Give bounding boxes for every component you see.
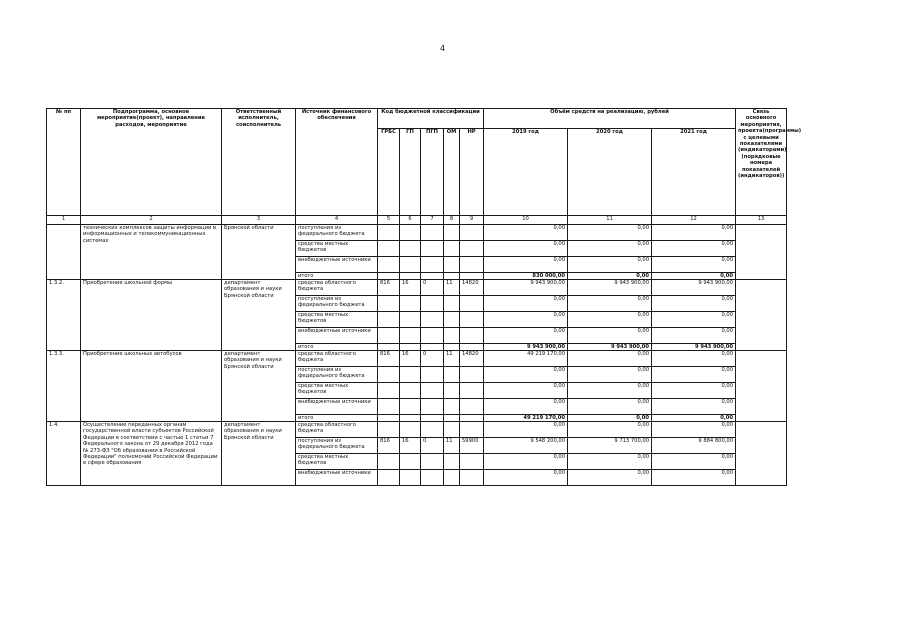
- code-pgp: [421, 367, 444, 383]
- code-grbs: [378, 257, 400, 273]
- total-label: итого: [296, 415, 378, 422]
- total-label: итого: [296, 273, 378, 280]
- total-2020: 0,00: [568, 415, 652, 422]
- column-number: 8: [444, 216, 460, 225]
- code-empty: [400, 273, 421, 280]
- code-grbs: [378, 328, 400, 344]
- header-2019: 2019 год: [484, 129, 568, 216]
- code-grbs: [378, 470, 400, 486]
- code-grbs: [378, 399, 400, 415]
- code-pgp: [421, 257, 444, 273]
- code-empty: [378, 344, 400, 351]
- column-number: 11: [568, 216, 652, 225]
- code-nr: 14820: [460, 351, 484, 367]
- code-empty: [421, 415, 444, 422]
- code-nr: [460, 312, 484, 328]
- funding-source: поступления из федерального бюджета: [296, 296, 378, 312]
- code-nr: [460, 241, 484, 257]
- amount-2020: 0,00: [568, 312, 652, 328]
- header-num: № пп: [47, 109, 81, 216]
- code-empty: [460, 415, 484, 422]
- code-grbs: 816: [378, 351, 400, 367]
- code-om: [444, 257, 460, 273]
- code-om: [444, 454, 460, 470]
- amount-2021: 0,00: [652, 351, 736, 367]
- amount-2020: 0,00: [568, 296, 652, 312]
- item-responsible: департамент образования и науки Брянской области: [222, 280, 296, 351]
- code-empty: [421, 344, 444, 351]
- code-nr: 14820: [460, 280, 484, 296]
- code-grbs: [378, 241, 400, 257]
- code-om: [444, 225, 460, 241]
- code-pgp: [421, 470, 444, 486]
- funding-source: средства местных бюджетов: [296, 241, 378, 257]
- code-om: [444, 328, 460, 344]
- code-empty: [444, 344, 460, 351]
- code-pgp: [421, 328, 444, 344]
- code-gp: [400, 383, 421, 399]
- code-gp: [400, 312, 421, 328]
- code-empty: [378, 415, 400, 422]
- item-responsible: департамент образования и науки Брянской области: [222, 422, 296, 486]
- item-name: Приобретение школьной формы: [81, 280, 222, 351]
- indicator-link: [736, 422, 787, 486]
- code-gp: 16: [400, 280, 421, 296]
- code-nr: [460, 470, 484, 486]
- item-responsible: департамент образования и науки Брянской области: [222, 351, 296, 422]
- amount-2019: 49 219 170,00: [484, 351, 568, 367]
- code-om: [444, 312, 460, 328]
- code-pgp: 0: [421, 351, 444, 367]
- amount-2021: 0,00: [652, 312, 736, 328]
- amount-2021: 0,00: [652, 399, 736, 415]
- column-number: 13: [736, 216, 787, 225]
- amount-2019: 9 548 200,00: [484, 438, 568, 454]
- amount-2019: 0,00: [484, 367, 568, 383]
- code-pgp: [421, 312, 444, 328]
- amount-2020: 0,00: [568, 225, 652, 241]
- page-number: 4: [440, 44, 446, 53]
- item-number: 1.3.2.: [47, 280, 81, 351]
- code-pgp: 0: [421, 438, 444, 454]
- total-2019: 9 943 900,00: [484, 344, 568, 351]
- code-nr: [460, 328, 484, 344]
- amount-2019: 0,00: [484, 241, 568, 257]
- indicator-link: [736, 280, 787, 351]
- amount-2021: 0,00: [652, 328, 736, 344]
- budget-table: [46, 108, 802, 486]
- amount-2021: 9 884 800,00: [652, 438, 736, 454]
- amount-2020: 9 943 900,00: [568, 280, 652, 296]
- code-pgp: [421, 296, 444, 312]
- amount-2021: 0,00: [652, 367, 736, 383]
- column-number: 7: [421, 216, 444, 225]
- item-number: 1.3.3.: [47, 351, 81, 422]
- amount-2020: 0,00: [568, 328, 652, 344]
- column-number: 2: [81, 216, 222, 225]
- amount-2020: 0,00: [568, 257, 652, 273]
- code-nr: [460, 399, 484, 415]
- amount-2019: 0,00: [484, 470, 568, 486]
- header-program: Подпрограмма, основное мероприятие(проект), направление расходов, мероприятие: [81, 109, 222, 216]
- code-empty: [400, 344, 421, 351]
- code-nr: [460, 367, 484, 383]
- code-pgp: [421, 399, 444, 415]
- amount-2020: 0,00: [568, 422, 652, 438]
- funding-source: средства областного бюджета: [296, 422, 378, 438]
- total-label: итого: [296, 344, 378, 351]
- amount-2021: 0,00: [652, 454, 736, 470]
- funding-source: внебюджетные источники: [296, 328, 378, 344]
- amount-2020: 0,00: [568, 241, 652, 257]
- funding-source: поступления из федерального бюджета: [296, 225, 378, 241]
- code-nr: [460, 383, 484, 399]
- code-grbs: 816: [378, 280, 400, 296]
- code-empty: [400, 415, 421, 422]
- code-pgp: [421, 225, 444, 241]
- amount-2021: 9 943 900,00: [652, 280, 736, 296]
- header-om: ОМ: [444, 129, 460, 216]
- code-grbs: [378, 296, 400, 312]
- code-nr: [460, 225, 484, 241]
- code-gp: [400, 241, 421, 257]
- amount-2019: 0,00: [484, 328, 568, 344]
- code-nr: [460, 257, 484, 273]
- funding-source: средства местных бюджетов: [296, 383, 378, 399]
- code-om: [444, 383, 460, 399]
- code-pgp: [421, 422, 444, 438]
- column-number-row: [47, 216, 787, 225]
- funding-source: внебюджетные источники: [296, 257, 378, 273]
- code-pgp: [421, 454, 444, 470]
- code-gp: 16: [400, 351, 421, 367]
- code-pgp: [421, 383, 444, 399]
- amount-2019: 0,00: [484, 312, 568, 328]
- amount-2020: 0,00: [568, 470, 652, 486]
- funding-source: внебюджетные источники: [296, 470, 378, 486]
- amount-2020: 0,00: [568, 383, 652, 399]
- header-budget-code: Код бюджетной классификации: [378, 109, 484, 129]
- code-grbs: [378, 383, 400, 399]
- amount-2020: 0,00: [568, 367, 652, 383]
- code-gp: [400, 470, 421, 486]
- code-gp: [400, 399, 421, 415]
- column-number: 1: [47, 216, 81, 225]
- amount-2021: 0,00: [652, 296, 736, 312]
- amount-2019: 9 943 900,00: [484, 280, 568, 296]
- code-gp: [400, 367, 421, 383]
- funding-source: поступления из федерального бюджета: [296, 367, 378, 383]
- header-2020: 2020 год: [568, 129, 652, 216]
- header-pgp: ПГП: [421, 129, 444, 216]
- code-om: [444, 422, 460, 438]
- column-number: 4: [296, 216, 378, 225]
- code-pgp: [421, 241, 444, 257]
- amount-2019: 0,00: [484, 225, 568, 241]
- amount-2020: 0,00: [568, 399, 652, 415]
- code-nr: 59900: [460, 438, 484, 454]
- code-gp: [400, 257, 421, 273]
- code-om: 11: [444, 438, 460, 454]
- amount-2021: 0,00: [652, 257, 736, 273]
- item-responsible: Брянской области: [222, 225, 296, 280]
- code-empty: [460, 344, 484, 351]
- code-nr: [460, 454, 484, 470]
- code-gp: [400, 454, 421, 470]
- item-name: Осуществление переданных органам государственной власти субъектов Российской Федерации в соответствии с частью 1 статьи 7 Федерального закона от 29 декабря 2012 года № 273-ФЗ "Об образовании в Российской Федерации" полномочий Российской Федерации в сфере образования: [81, 422, 222, 486]
- code-pgp: 0: [421, 280, 444, 296]
- amount-2021: 0,00: [652, 470, 736, 486]
- code-om: [444, 367, 460, 383]
- total-2020: 9 943 900,00: [568, 344, 652, 351]
- amount-2021: 0,00: [652, 241, 736, 257]
- total-2019: 830 000,00: [484, 273, 568, 280]
- column-number: 6: [400, 216, 421, 225]
- funding-source: средства областного бюджета: [296, 280, 378, 296]
- total-2020: 0,00: [568, 273, 652, 280]
- code-gp: 16: [400, 438, 421, 454]
- code-gp: [400, 225, 421, 241]
- item-name: Приобретение школьных автобусов: [81, 351, 222, 422]
- funding-source: поступления из федерального бюджета: [296, 438, 378, 454]
- total-2019: 49 219 170,00: [484, 415, 568, 422]
- total-2021: 0,00: [652, 273, 736, 280]
- code-nr: [460, 422, 484, 438]
- header-gp: ГП: [400, 129, 421, 216]
- item-name: технических комплексов защиты информации в информационных и телекоммуникационных системах: [81, 225, 222, 280]
- amount-2020: 0,00: [568, 454, 652, 470]
- column-number: 5: [378, 216, 400, 225]
- amount-2020: 9 713 700,00: [568, 438, 652, 454]
- code-empty: [444, 273, 460, 280]
- code-om: [444, 399, 460, 415]
- code-grbs: 816: [378, 438, 400, 454]
- table-row: [47, 422, 787, 438]
- code-empty: [421, 273, 444, 280]
- header-amount: Объём средств на реализацию, рублей: [484, 109, 736, 129]
- header-source: Источник финансового обеспечения: [296, 109, 378, 216]
- amount-2019: 0,00: [484, 383, 568, 399]
- funding-source: средства местных бюджетов: [296, 454, 378, 470]
- header-2021: 2021 год: [652, 129, 736, 216]
- table-row: [47, 351, 787, 367]
- amount-2021: 0,00: [652, 383, 736, 399]
- code-gp: [400, 328, 421, 344]
- code-gp: [400, 296, 421, 312]
- header-nr: НР: [460, 129, 484, 216]
- table-row: [47, 280, 787, 296]
- amount-2019: 0,00: [484, 399, 568, 415]
- code-om: [444, 241, 460, 257]
- amount-2019: 0,00: [484, 422, 568, 438]
- code-nr: [460, 296, 484, 312]
- code-om: 11: [444, 280, 460, 296]
- code-om: [444, 470, 460, 486]
- amount-2021: 0,00: [652, 422, 736, 438]
- table-row: [47, 225, 787, 241]
- code-grbs: [378, 367, 400, 383]
- amount-2020: 0,00: [568, 351, 652, 367]
- column-number: 3: [222, 216, 296, 225]
- code-grbs: [378, 312, 400, 328]
- code-grbs: [378, 454, 400, 470]
- code-empty: [460, 273, 484, 280]
- code-empty: [444, 415, 460, 422]
- code-empty: [378, 273, 400, 280]
- funding-source: внебюджетные источники: [296, 399, 378, 415]
- item-number: 1.4.: [47, 422, 81, 486]
- code-grbs: [378, 422, 400, 438]
- code-om: 11: [444, 351, 460, 367]
- header-grbs: ГРБС: [378, 129, 400, 216]
- indicator-link: [736, 351, 787, 422]
- code-gp: [400, 422, 421, 438]
- item-number: [47, 225, 81, 280]
- code-grbs: [378, 225, 400, 241]
- column-number: 12: [652, 216, 736, 225]
- funding-source: средства местных бюджетов: [296, 312, 378, 328]
- total-2021: 0,00: [652, 415, 736, 422]
- total-2021: 9 943 900,00: [652, 344, 736, 351]
- column-number: 9: [460, 216, 484, 225]
- code-om: [444, 296, 460, 312]
- header-responsible: Ответственный исполнитель, соисполнитель: [222, 109, 296, 216]
- indicator-link: [736, 225, 787, 280]
- amount-2019: 0,00: [484, 454, 568, 470]
- header-link: Связь основного мероприятия, проекта(программы) с целевыми показателями (индикаторами) (порядковые номера показателей (индикаторов)): [736, 109, 787, 216]
- amount-2021: 0,00: [652, 225, 736, 241]
- column-number: 10: [484, 216, 568, 225]
- funding-source: средства областного бюджета: [296, 351, 378, 367]
- amount-2019: 0,00: [484, 257, 568, 273]
- amount-2019: 0,00: [484, 296, 568, 312]
